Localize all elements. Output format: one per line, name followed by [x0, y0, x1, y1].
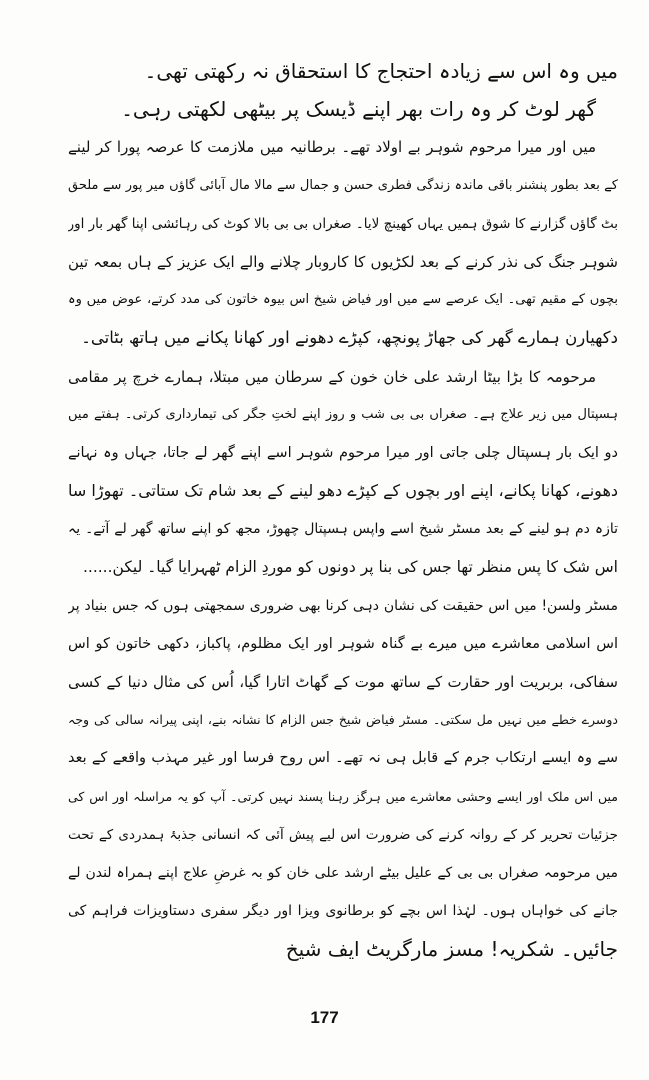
text-line: بٹ گاؤں گزارنے کا شوق ہمیں یہاں کھینچ لایا۔ صغراں بی بی بالا کوٹ کی رہائشی اپنا گھر بار اور: [68, 215, 618, 232]
text-line: اس شک کا پس منظر تھا جس کی بنا پر دونوں کو موردِ الزام ٹھہرایا گیا۔ لیکن......: [82, 558, 618, 577]
text-line: میں اس ملک اور ایسے وحشی معاشرے میں ہرگز رہنا پسند نہیں کرتی۔ آپ کو یہ مراسلہ اور اس کی: [68, 788, 618, 804]
text-line: تازہ دم ہو لینے کے بعد مسٹر شیخ اسے واپس ہسپتال چھوڑ، مجھ کو اپنے ساتھ گھر لے آتے۔ یہ: [68, 521, 618, 538]
text-line: کے بعد بطور پنشنر باقی ماندہ زندگی فطری حسن و جمال سے مالا مال آبائی گاؤں میر پور سے ملحق: [68, 177, 618, 193]
text-line: سفاکی، بربریت اور حقارت کے ساتھ موت کے گھاٹ اتارا گیا، اُس کی مثال دنیا کے کسی: [68, 673, 618, 691]
page-number: 177: [310, 1008, 339, 1027]
text-line: میں وہ اس سے زیادہ احتجاج کا استحقاق نہ رکھتی تھی۔: [144, 59, 618, 83]
text-line: مرحومہ کا بڑا بیٹا ارشد علی خان خون کے سرطان میں مبتلا، ہمارے خرچ پر مقامی: [68, 367, 596, 386]
text-line: میں مرحومہ صغراں بی بی کے علیل بیٹے ارشد علی خان کو بہ غرضِ علاج اپنے ہمراہ لندن لے: [68, 864, 618, 881]
text-line: دوسرے خطے میں نہیں مل سکتی۔ مسٹر فیاض شیخ جس الزام کا نشانہ بنے، اپنی پیرانہ سالی کی وجہ: [68, 712, 618, 728]
text-line: سے وہ ایسے ارتکاب جرم کے قابل ہی نہ تھے۔ اس روح فرسا اور غیر مہذب واقعے کے بعد: [68, 750, 618, 767]
text-line: دکھیارن ہمارے گھر کی جھاڑ پونچھ، کپڑے دھونے اور کھانا پکانے میں ہاتھ بٹاتی۔: [81, 328, 618, 348]
body-text: [68, 52, 618, 969]
text-line: دو ایک بار ہسپتال چلی جاتی اور میرا مرحوم شوہر اسے اپنے گھر لے جاتا، جہاں وہ نہانے: [68, 444, 618, 461]
text-line: جانے کی خواہاں ہوں۔ لہٰذا اس بچے کو برطانوی ویزا اور دیگر سفری دستاویزات فراہم کی: [68, 903, 618, 920]
text-line: دھونے، کھانا پکانے، اپنے اور بچوں کے کپڑے دھو لینے کے بعد شام تک ستاتی۔ تھوڑا سا: [68, 481, 618, 501]
text-line: میں اور میرا مرحوم شوہر بے اولاد تھے۔ برطانیہ میں ملازمت کا عرصہ پورا کر لینے: [68, 138, 596, 157]
text-line: اس اسلامی معاشرے میں میرے بے گناہ شوہر اور ایک مظلوم، پاکباز، دکھی خاتون کو اس: [68, 635, 618, 652]
text-line: گھر لوٹ کر وہ رات بھر اپنے ڈیسک پر بیٹھی لکھتی رہی۔: [121, 97, 596, 122]
text-line: جائیں۔ شکریہ! مسز مارگریٹ ایف شیخ: [285, 937, 618, 962]
text-line: ہسپتال میں زیر علاج ہے۔ صغراں بی بی شب و روز اپنے لختِ جگر کی تیمارداری کرتی۔ ہفتے میں: [68, 406, 618, 422]
text-line: جزئیات تحریر کر کے روانہ کرنے کی ضرورت اس لیے پیش آئی کہ انسانی جذبۂ ہمدردی کے تحت: [68, 826, 618, 843]
text-line: مسٹر ولسن! میں اس حقیقت کی نشان دہی کرنا بھی ضروری سمجھتی ہوں کہ جس بنیاد پر: [68, 597, 618, 614]
text-line: شوہر جنگ کی نذر کرنے کے بعد لکڑیوں کا کاروبار چلانے والے ایک عزیز کے ہاں بمعہ تین: [68, 252, 618, 271]
text-line: بچوں کے مقیم تھی۔ ایک عرصے سے میں اور فیاض شیخ اس بیوہ خاتون کی مدد کرتے، عوض میں وہ: [68, 292, 618, 308]
